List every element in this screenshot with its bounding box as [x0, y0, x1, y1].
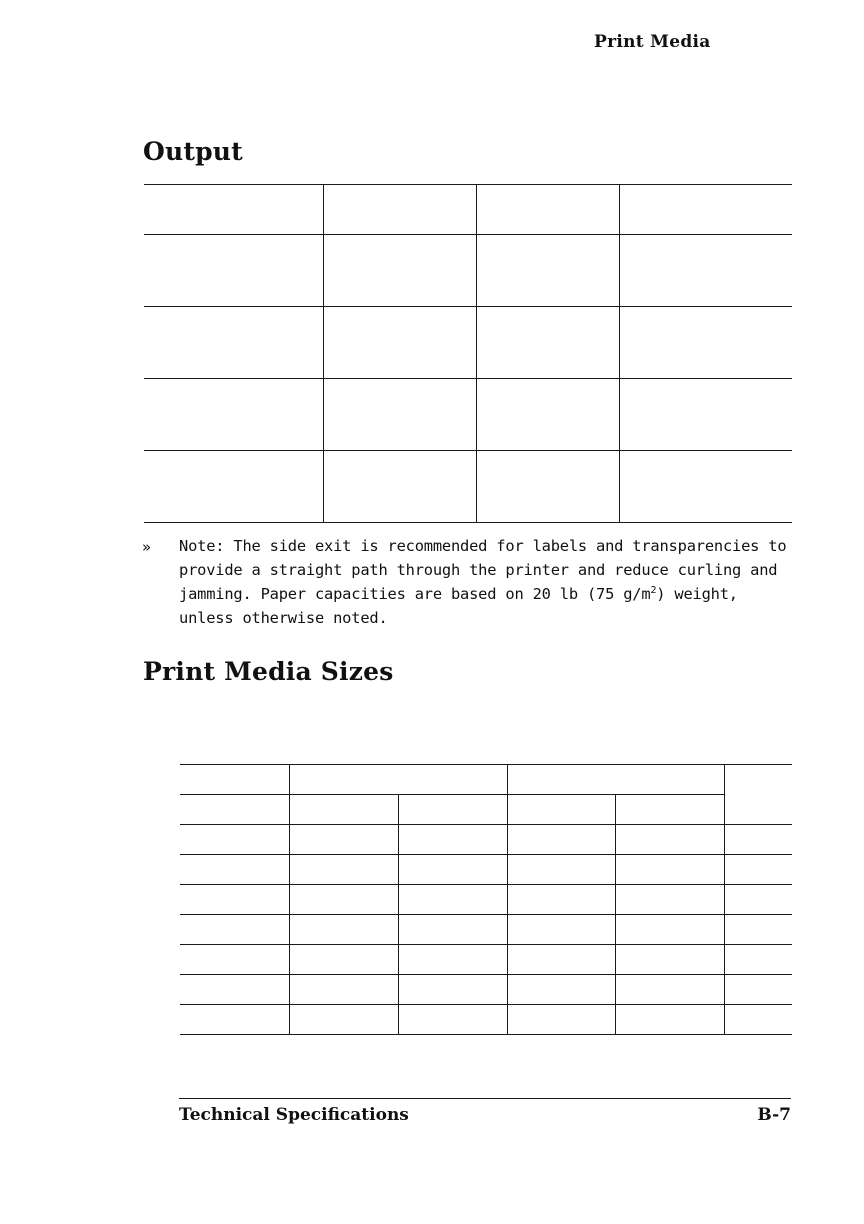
running-head: Print Media [594, 32, 711, 52]
note-superscript: 2 [650, 584, 657, 596]
note-marker: » [142, 538, 152, 556]
note-text-main: Note: The side exit is recommended for labels and transparencies to provide a straight path through the printer and reduce curling and jamming. Paper capacities are based on 20 lb (75 g/m [179, 537, 787, 603]
footer-chapter-title: Technical Specifications [179, 1105, 409, 1125]
section-title-print-media-sizes: Print Media Sizes [143, 657, 394, 686]
footer-rule [179, 1098, 791, 1099]
note-text-end: ) weight, unless otherwise noted. [179, 585, 738, 627]
section-title-output: Output [143, 137, 243, 166]
footer-page-number: B-7 [757, 1105, 791, 1125]
